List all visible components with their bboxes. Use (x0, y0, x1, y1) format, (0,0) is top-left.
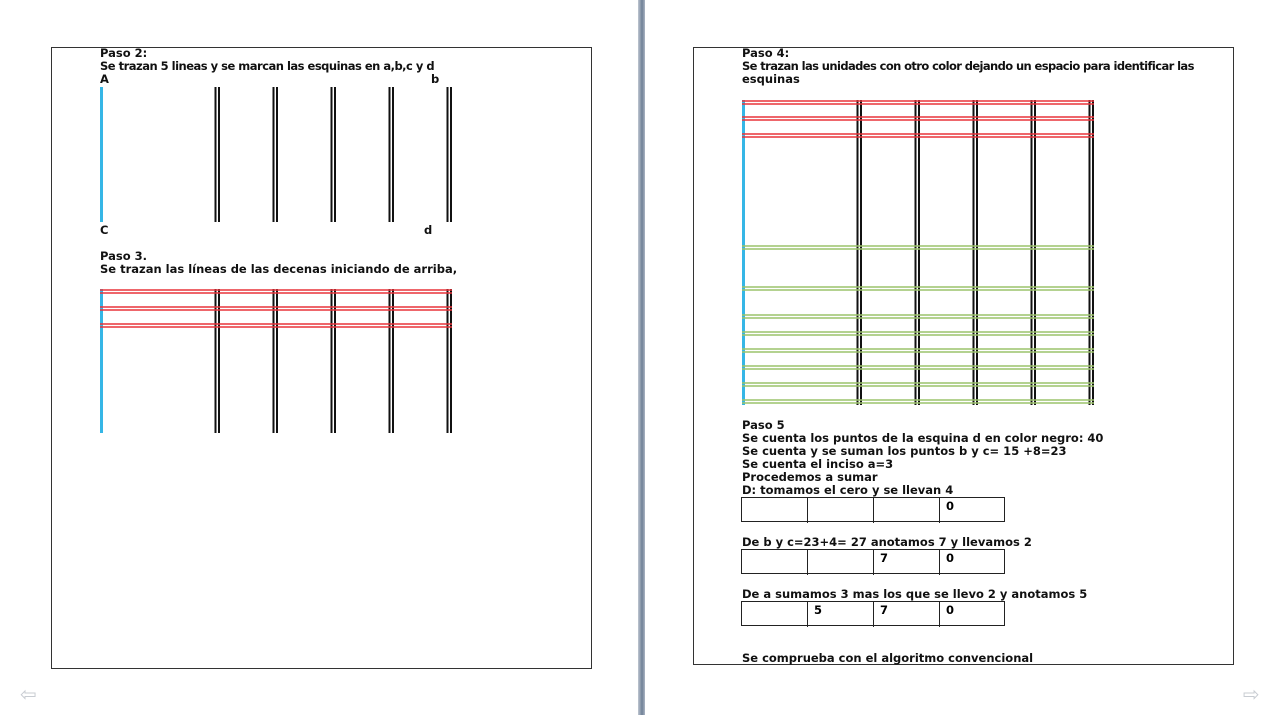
right-page-view (645, 0, 1280, 715)
paso5-line: Se cuenta y se suman los puntos b y c= 15 +8=23 (742, 444, 1067, 458)
paso2-title: Paso 2: (100, 46, 148, 60)
left-arrow-icon[interactable]: ⇦ (20, 682, 37, 706)
paso2-black-lines (216, 87, 452, 222)
table-cell (741, 498, 807, 523)
table-cell (873, 498, 939, 523)
paso4-text-line1: Se trazan las unidades con otro color dejando un espacio para identificar las (742, 59, 1194, 73)
right-arrow-icon[interactable]: ⇨ (1243, 682, 1260, 706)
paso4-text-line2: esquinas (742, 72, 800, 86)
paso5-title: Paso 5 (742, 418, 785, 432)
table-cell (741, 602, 807, 627)
table-cell (741, 550, 807, 575)
table-cell (807, 498, 873, 523)
paso5-line: Procedemos a sumar (742, 470, 878, 484)
corner-a-label: A (100, 72, 109, 86)
paso5-line: D: tomamos el cero y se llevan 4 (742, 483, 954, 497)
paso3-title: Paso 3. (100, 249, 147, 263)
table-cell: 0 (939, 550, 1005, 575)
paso2-text: Se trazan 5 lineas y se marcan las esquinas en a,b,c y d (100, 59, 435, 73)
table-cell: 0 (939, 602, 1005, 627)
paso5-line: Se cuenta el inciso a=3 (742, 457, 894, 471)
paso5-final-text: Se comprueba con el algoritmo convencional (742, 651, 1034, 665)
corner-d-label: d (424, 223, 433, 237)
table-cell: 0 (939, 498, 1005, 523)
paso2-lines-figure (0, 0, 639, 715)
left-page-view (0, 0, 639, 715)
table-cell (807, 550, 873, 575)
paso4-title: Paso 4: (742, 46, 790, 60)
table-cell: 5 (807, 602, 873, 627)
paso5-step2-text: De b y c=23+4= 27 anotamos 7 y llevamos 2 (742, 535, 1032, 549)
paso5-line: Se cuenta los puntos de la esquina d en color negro: 40 (742, 431, 1104, 445)
table-cell: 7 (873, 550, 939, 575)
result-table-1 (741, 497, 1005, 522)
corner-b-label: b (431, 72, 440, 86)
corner-c-label: C (100, 223, 109, 237)
paso5-step3-text: De a sumamos 3 mas los que se llevo 2 y anotamos 5 (742, 587, 1088, 601)
result-table-2 (741, 549, 1005, 574)
paso3-text: Se trazan las líneas de las decenas iniciando de arriba, (100, 262, 458, 276)
table-cell: 7 (873, 602, 939, 627)
result-table-3 (741, 601, 1005, 626)
paso3-grid (100, 289, 452, 433)
